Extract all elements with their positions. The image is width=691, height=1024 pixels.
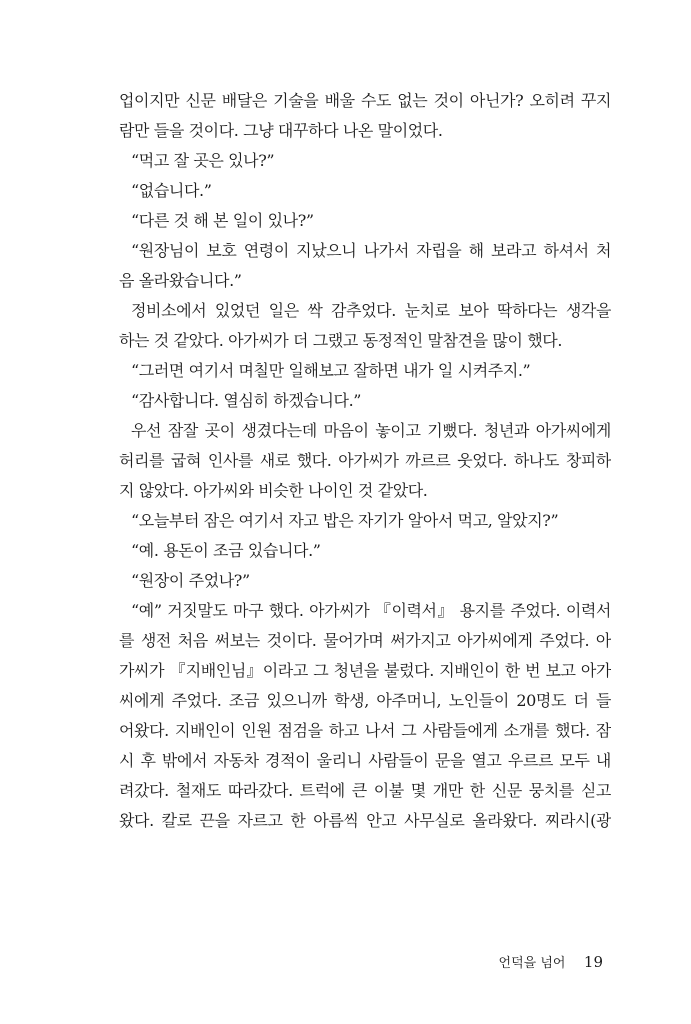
text-line: 지 않았다. 아가씨와 비슷한 나이인 것 같았다.: [119, 481, 428, 500]
running-title: 언덕을 넘어: [498, 956, 566, 971]
text-line: 려갔다. 철재도 따라갔다. 트럭에 큰 이불 몇 개만 한 신문 뭉치를 싣고: [119, 781, 611, 800]
dialogue-line: “감사합니다. 열심히 하겠습니다.”: [131, 391, 362, 410]
text-line: 를 생전 처음 써보는 것이다. 물어가며 써가지고 아가씨에게 주었다. 아: [119, 631, 611, 650]
text-line: 씨에게 주었다. 조금 있으니까 학생, 아주머니, 노인들이 20명도 더 들: [119, 691, 611, 710]
text-line: “예” 거짓말도 마구 했다. 아가씨가 『이력서』 용지를 주었다. 이력서: [131, 601, 611, 620]
dialogue-line: “다른 것 해 본 일이 있나?”: [131, 211, 314, 230]
text-line: 음 올라왔습니다.”: [119, 271, 242, 290]
dialogue-line: “없습니다.”: [131, 181, 212, 200]
text-line: 허리를 굽혀 인사를 새로 했다. 아가씨가 까르르 웃었다. 하나도 창피하: [119, 451, 611, 470]
body-text: [119, 86, 611, 836]
text-line: 왔다. 칼로 끈을 자르고 한 아름씩 안고 사무실로 올라왔다. 찌라시(광: [119, 811, 611, 830]
dialogue-line: “그러면 여기서 며칠만 일해보고 잘하면 내가 일 시켜주지.”: [131, 361, 531, 380]
dialogue-line: “예. 용돈이 조금 있습니다.”: [131, 541, 321, 560]
text-line: 가씨가 『지배인님』이라고 그 청년을 불렀다. 지배인이 한 번 보고 아가: [119, 661, 611, 680]
text-line: 정비소에서 있었던 일은 싹 감추었다. 눈치로 보아 딱하다는 생각을: [131, 301, 611, 320]
dialogue-line: “먹고 잘 곳은 있나?”: [131, 151, 275, 170]
dialogue-line: “원장님이 보호 연령이 지났으니 나가서 자립을 해 보라고 하셔서 처: [131, 241, 611, 260]
text-line: 업이지만 신문 배달은 기술을 배울 수도 없는 것이 아닌가? 오히려 꾸지: [119, 91, 611, 110]
page-number: 19: [583, 953, 603, 971]
text-line: 하는 것 같았다. 아가씨가 더 그랬고 동정적인 말참견을 많이 했다.: [119, 331, 563, 350]
page-footer: [499, 952, 603, 974]
dialogue-line: “원장이 주었나?”: [131, 571, 250, 590]
dialogue-line: “오늘부터 잠은 여기서 자고 밥은 자기가 알아서 먹고, 알았지?”: [131, 511, 559, 530]
text-line: 시 후 밖에서 자동차 경적이 울리니 사람들이 문을 열고 우르르 모두 내: [119, 751, 611, 770]
text-line: 어왔다. 지배인이 인원 점검을 하고 나서 그 사람들에게 소개를 했다. 잠: [119, 721, 611, 740]
text-line: 람만 들을 것이다. 그냥 대꾸하다 나온 말이었다.: [119, 121, 443, 140]
text-line: 우선 잠잘 곳이 생겼다는데 마음이 놓이고 기뻤다. 청년과 아가씨에게: [131, 421, 611, 440]
